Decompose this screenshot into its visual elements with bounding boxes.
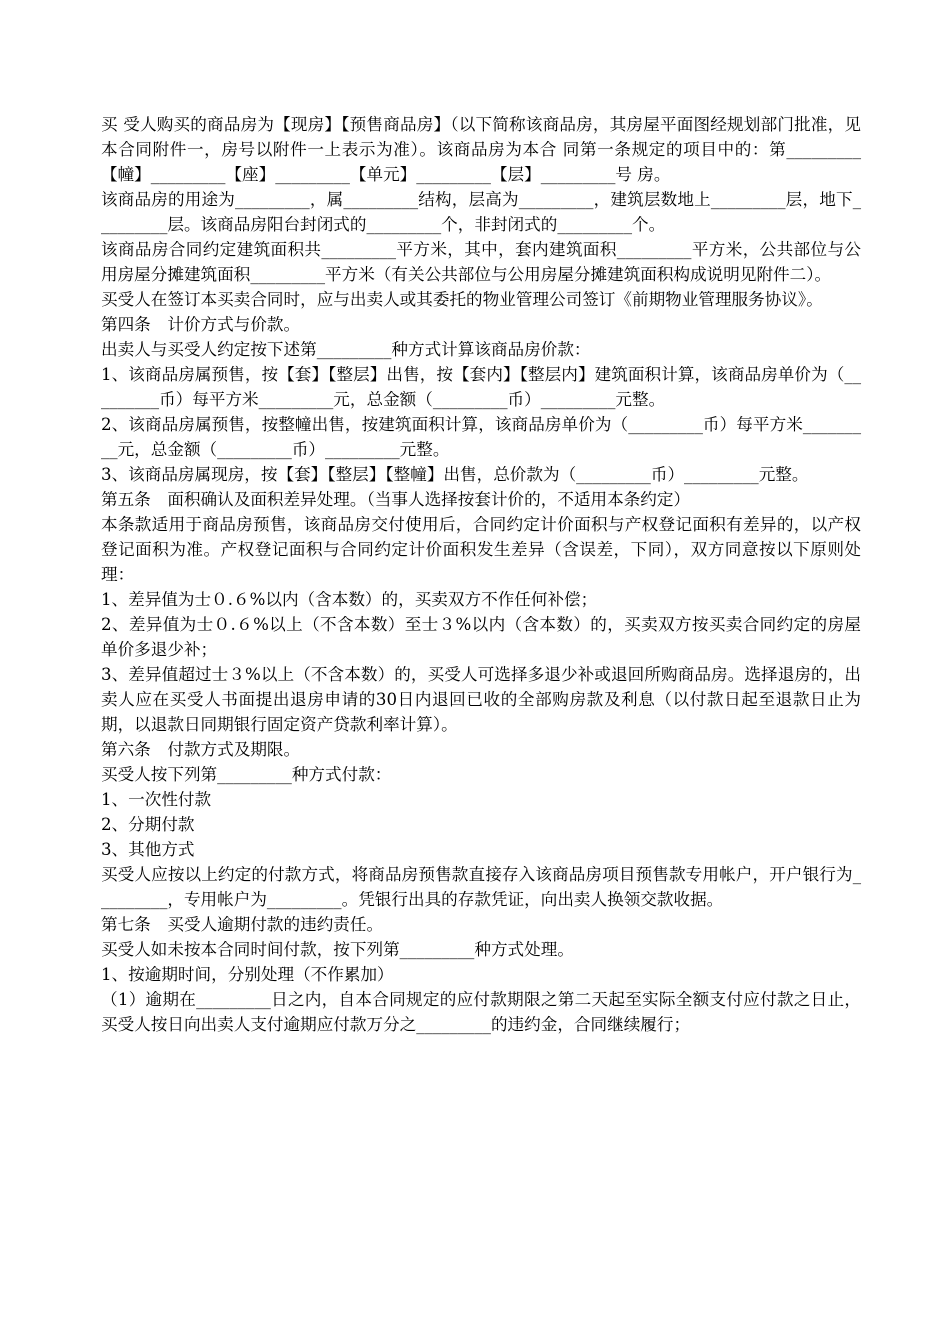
article-6-heading: 第六条 付款方式及期限。	[101, 740, 301, 759]
area-rule-1: 1、差异值为士０.６%以内（含本数）的，买卖双方不作任何补偿；	[101, 590, 598, 609]
paragraph-house-usage: 该商品房的用途为_________，属_________结构，层高为_________，建筑层数地上_________层，地下_________层。该商品房阳台封闭式的_________个，非封闭式的_________个。	[101, 190, 861, 234]
pricing-item-1: 1、该商品房属预售，按【套】【整层】出售，按【套内】【整层内】建筑面积计算，该商品房单价为（_________币）每平方米_________元，总金额（_________币）_________元整。	[101, 365, 861, 409]
paragraph-pricing-method: 出卖人与买受人约定按下述第_________种方式计算该商品房价款：	[101, 340, 591, 359]
paragraph-area-difference: 本条款适用于商品房预售，该商品房交付使用后，合同约定计价面积与产权登记面积有差异的，以产权登记面积为准。产权登记面积与合同约定计价面积发生差异（含误差，下同），双方同意按以下原则处理：	[101, 515, 861, 584]
paragraph-property-agreement: 买受人在签订本买卖合同时，应与出卖人或其委托的物业管理公司签订《前期物业管理服务协议》。	[101, 290, 823, 309]
paragraph-payment-account: 买受人应按以上约定的付款方式，将商品房预售款直接存入该商品房项目预售款专用帐户，开户银行为_________，专用帐户为_________。凭银行出具的存款凭证，向出卖人换领交款收据。	[101, 865, 861, 909]
paragraph-payment-choice: 买受人按下列第_________种方式付款：	[101, 765, 392, 784]
article-4-heading: 第四条 计价方式与价款。	[101, 315, 301, 334]
late-payment-rule-1-sub-1: （1）逾期在_________日之内，自本合同规定的应付款期限之第二天起至实际全额支付应付款之日止，买受人按日向出卖人支付逾期应付款万分之_________的违约金，合同继续履行；	[101, 990, 861, 1034]
area-rule-2: 2、差异值为士０.６%以上（不含本数）至士３%以内（含本数）的，买卖双方按买卖合同约定的房屋单价多退少补；	[101, 615, 861, 659]
article-7-heading: 第七条 买受人逾期付款的违约责任。	[101, 915, 384, 934]
article-5-heading: 第五条 面积确认及面积差异处理。（当事人选择按套计价的，不适用本条约定）	[101, 490, 691, 509]
payment-option-2: 2、分期付款	[101, 815, 195, 834]
late-payment-rule-1: 1、按逾期时间，分别处理（不作累加）	[101, 965, 394, 984]
payment-option-3: 3、其他方式	[101, 840, 195, 859]
contract-page	[101, 112, 861, 1037]
area-rule-3: 3、差异值超过士３%以上（不含本数）的，买受人可选择多退少补或退回所购商品房。选择退房的，出卖人应在买受人书面提出退房申请的30日内退回已收的全部购房款及利息（以付款日起至退款日止为期，以退款日同期银行固定资产贷款利率计算）。	[101, 665, 861, 734]
paragraph-late-payment: 买受人如未按本合同时间付款，按下列第_________种方式处理。	[101, 940, 574, 959]
payment-option-1: 1、一次性付款	[101, 790, 212, 809]
paragraph-house-description: 买 受人购买的商品房为【现房】【预售商品房】（以下简称该商品房，其房屋平面图经规划部门批准，见本合同附件一，房号以附件一上表示为准）。该商品房为本合 同第一条规定的项目中的：第_________【幢】_________【座】_________【单元】_________【层】_________号 房。	[101, 115, 862, 184]
pricing-item-2: 2、该商品房属预售，按整幢出售，按建筑面积计算，该商品房单价为（_________币）每平方米_________元，总金额（_________币）_________元整。	[101, 415, 861, 459]
pricing-item-3: 3、该商品房属现房，按【套】【整层】【整幢】出售，总价款为（_________币）_________元整。	[101, 465, 809, 484]
paragraph-building-area: 该商品房合同约定建筑面积共_________平方米，其中，套内建筑面积_________平方米，公共部位与公用房屋分摊建筑面积_________平方米（有关公共部位与公用房屋分摊建筑面积构成说明见附件二）。	[101, 240, 861, 284]
